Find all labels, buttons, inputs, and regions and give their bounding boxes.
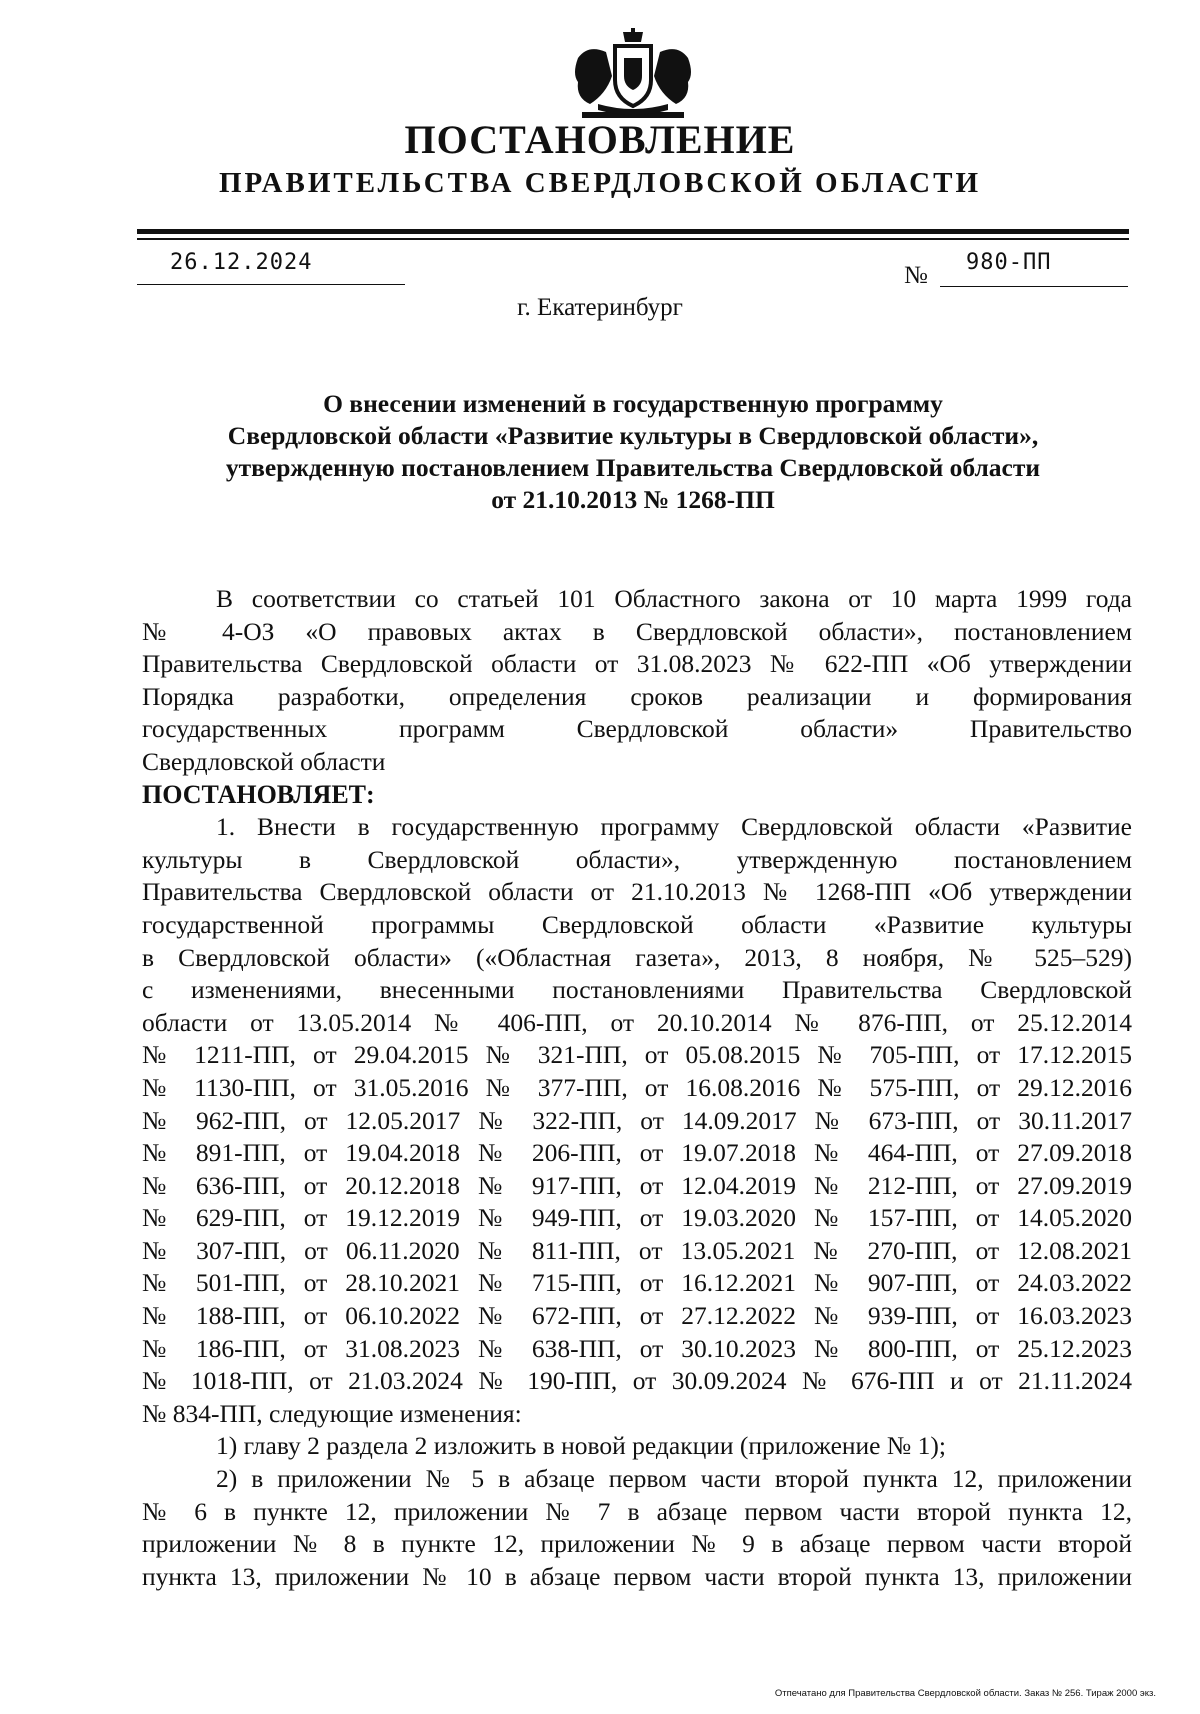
item1-line: № 1130-ПП, от 31.05.2016 № 377-ПП, от 16.08.2016 № 575-ПП, от 29.12.2016	[142, 1072, 1132, 1102]
subitem-2-line: пункта 13, приложении № 10 в абзаце первом части второй пункта 13, приложении	[142, 1561, 1132, 1591]
header-rule-thick	[137, 229, 1129, 234]
preamble-line: В соответствии со статьей 101 Областного закона от 10 марта 1999 года	[216, 584, 1132, 613]
document-body	[142, 583, 1132, 1593]
city: г. Екатеринбург	[517, 294, 683, 321]
item1-line: № 962-ПП, от 12.05.2017 № 322-ПП, от 14.09.2017 № 673-ПП, от 30.11.2017	[142, 1105, 1132, 1135]
title-line: от 21.10.2013 № 1268-ПП	[491, 485, 775, 514]
number-underline	[940, 286, 1128, 287]
item1-line: культуры в Свердловской области», утвержденную постановлением	[142, 844, 1132, 874]
preamble-line: Правительства Свердловской области от 31.08.2023 № 622-ПП «Об утверждении	[142, 649, 1132, 679]
title-line: утвержденную постановлением Правительства Свердловской области	[225, 453, 1041, 482]
item1-line: № 307-ПП, от 06.11.2020 № 811-ПП, от 13.05.2021 № 270-ПП, от 12.08.2021	[142, 1235, 1132, 1265]
item1-line: № 834-ПП, следующие изменения:	[142, 1398, 522, 1428]
item1-line: государственной программы Свердловской области «Развитие культуры	[142, 909, 1132, 939]
preamble-line: Порядка разработки, определения сроков реализации и формирования	[142, 681, 1132, 711]
item1-line: 1. Внести в государственную программу Свердловской области «Развитие	[216, 812, 1132, 842]
print-footer: Отпечатано для Правительства Свердловской области. Заказ № 256. Тираж 2000 экз.	[774, 1688, 1156, 1699]
subitem-1: 1) главу 2 раздела 2 изложить в новой редакции (приложение № 1);	[216, 1431, 946, 1461]
preamble-line: Свердловской области	[142, 746, 386, 776]
item1-line: № 891-ПП, от 19.04.2018 № 206-ПП, от 19.07.2018 № 464-ПП, от 27.09.2018	[142, 1138, 1132, 1168]
item1-line: № 501-ПП, от 28.10.2021 № 715-ПП, от 16.12.2021 № 907-ПП, от 24.03.2022	[142, 1268, 1132, 1298]
subitem-2-line: № 6 в пункте 12, приложении № 7 в абзаце первом части второй пункта 12,	[142, 1496, 1132, 1526]
resolve-heading: ПОСТАНОВЛЯЕТ:	[142, 779, 375, 809]
item1-line: № 186-ПП, от 31.08.2023 № 638-ПП, от 30.10.2023 № 800-ПП, от 25.12.2023	[142, 1333, 1132, 1363]
document-title	[150, 388, 1116, 516]
title-line: Свердловской области «Развитие культуры в Свердловской области»,	[227, 421, 1039, 450]
document-date: 26.12.2024	[170, 250, 313, 275]
subitem-2-line: приложении № 8 в пункте 12, приложении № 9 в абзаце первом части второй	[142, 1529, 1132, 1559]
header-rule-thin	[137, 238, 1129, 240]
subitem-2-line: 2) в приложении № 5 в абзаце первом части второй пункта 12, приложении	[216, 1464, 1132, 1494]
title-line: О внесении изменений в государственную программу	[323, 389, 943, 418]
item1-line: в Свердловской области» («Областная газета», 2013, 8 ноября, № 525–529)	[142, 942, 1132, 972]
item1-line: № 636-ПП, от 20.12.2018 № 917-ПП, от 12.04.2019 № 212-ПП, от 27.09.2019	[142, 1170, 1132, 1200]
coat-of-arms-icon	[568, 28, 698, 128]
preamble-line: № 4-ОЗ «О правовых актах в Свердловской области», постановлением	[142, 616, 1132, 646]
item1-line: № 188-ПП, от 06.10.2022 № 672-ПП, от 27.12.2022 № 939-ПП, от 16.03.2023	[142, 1301, 1132, 1331]
item1-line: № 1211-ПП, от 29.04.2015 № 321-ПП, от 05.08.2015 № 705-ПП, от 17.12.2015	[142, 1040, 1132, 1070]
document-type: ПОСТАНОВЛЕНИЕ	[404, 117, 796, 162]
item1-line: с изменениями, внесенными постановлениями Правительства Свердловской	[142, 975, 1132, 1005]
item1-line: № 1018-ПП, от 21.03.2024 № 190-ПП, от 30.09.2024 № 676-ПП и от 21.11.2024	[142, 1366, 1132, 1396]
preamble-line: государственных программ Свердловской области» Правительство	[142, 714, 1132, 744]
item1-line: № 629-ПП, от 19.12.2019 № 949-ПП, от 19.03.2020 № 157-ПП, от 14.05.2020	[142, 1203, 1132, 1233]
document-number: 980-ПП	[966, 250, 1052, 275]
date-underline	[137, 284, 405, 285]
item1-line: Правительства Свердловской области от 21.10.2013 № 1268-ПП «Об утверждении	[142, 877, 1132, 907]
item1-line: области от 13.05.2014 № 406-ПП, от 20.10.2014 № 876-ПП, от 25.12.2014	[142, 1007, 1132, 1037]
issuer-name: ПРАВИТЕЛЬСТВА СВЕРДЛОВСКОЙ ОБЛАСТИ	[218, 167, 982, 199]
number-label: №	[904, 262, 928, 289]
